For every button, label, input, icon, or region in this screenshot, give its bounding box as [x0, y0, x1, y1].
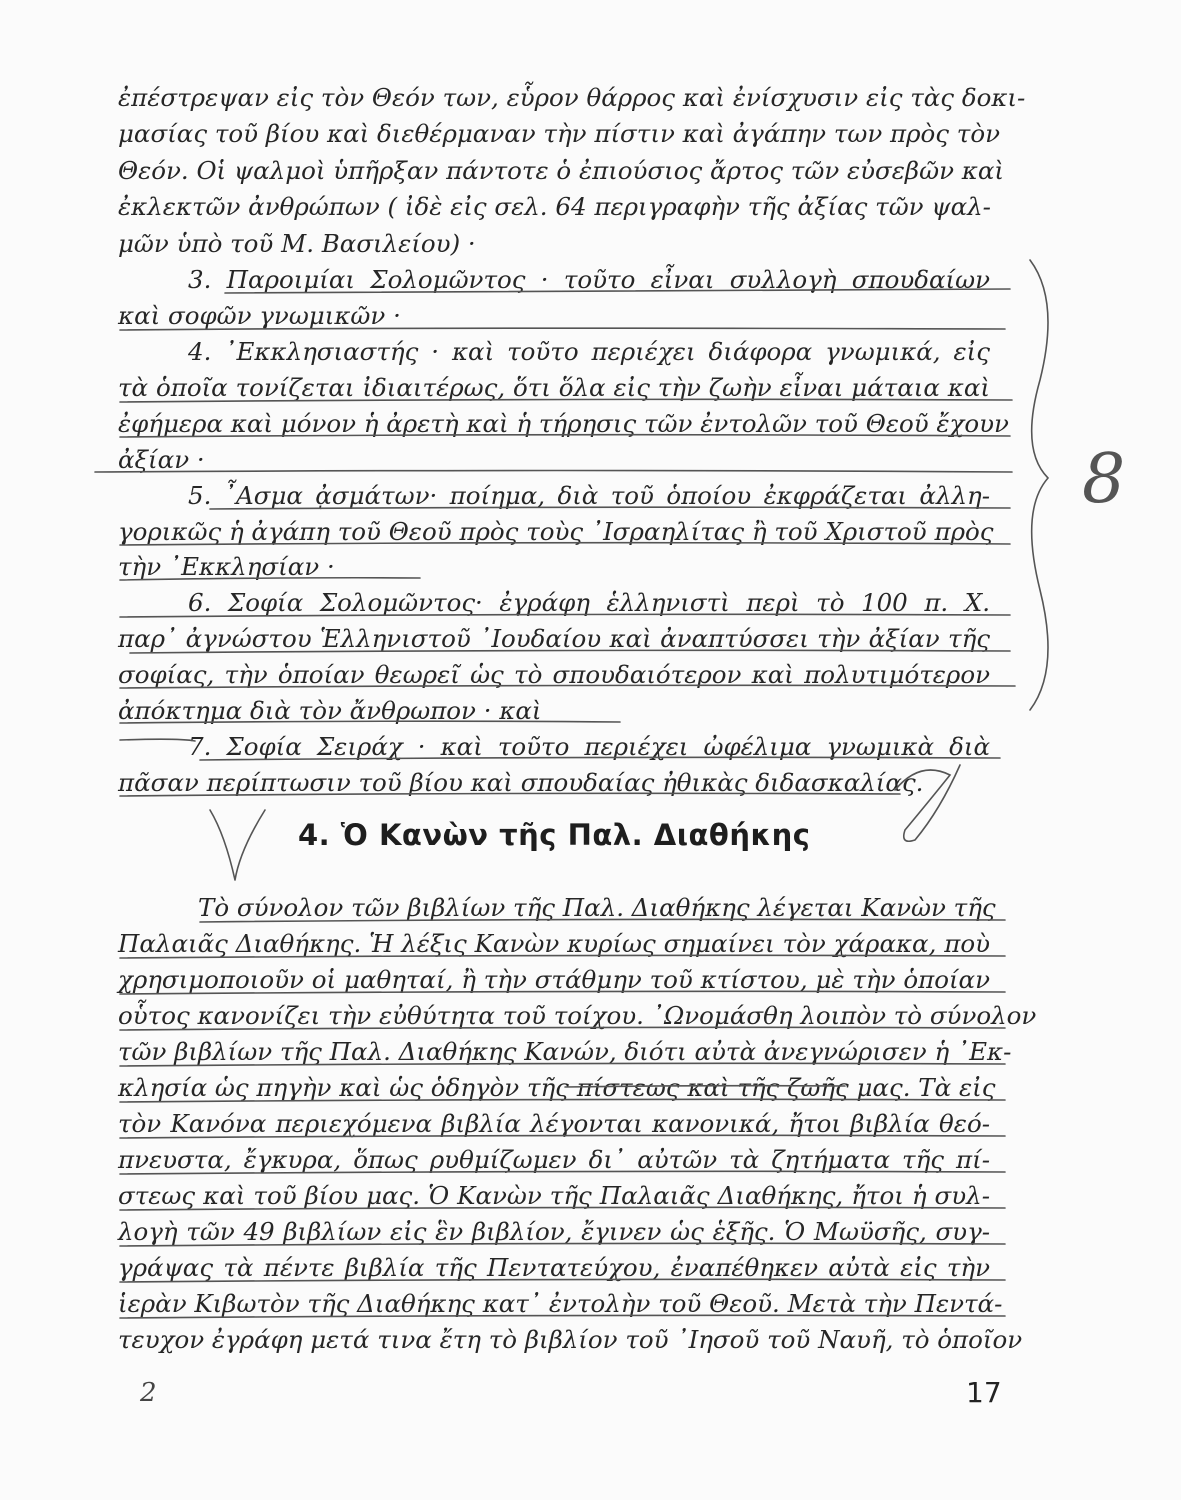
text-line: σοφίας, τὴν ὁποίαν θεωρεῖ ὡς τὸ σπουδαιότερον καὶ πολυτιμότερον: [118, 660, 990, 689]
scribble-mark: [210, 810, 265, 880]
text-line: μασίας τοῦ βίου καὶ διεθέρμαναν τὴν πίστιν καὶ ἀγάπην των πρὸς τὸν: [118, 119, 1000, 148]
text-line: τευχον ἐγράφη μετά τινα ἔτη τὸ βιβλίον τοῦ ᾿Ιησοῦ τοῦ Ναυῆ, τὸ ὁποῖον: [118, 1325, 1023, 1354]
text-line: οὗτος κανονίζει τὴν εὐθύτητα τοῦ τοίχου. ᾿Ωνομάσθη λοιπὸν τὸ σύνολον: [118, 1001, 1037, 1030]
page-number: 17: [966, 1376, 1002, 1409]
signature-number: 2: [140, 1378, 157, 1408]
text-line: Παλαιᾶς Διαθήκης. Ἡ λέξις Κανὼν κυρίως σημαίνει τὸν χάρακα, ποὺ: [118, 929, 990, 958]
text-line: χρησιμοποιοῦν οἱ μαθηταί, ἢ τὴν στάθμην τοῦ κτίστου, μὲ τὴν ὁποίαν: [118, 965, 990, 994]
handwritten-number: 8: [1082, 440, 1126, 519]
text-line: Τὸ σύνολον τῶν βιβλίων τῆς Παλ. Διαθήκης λέγεται Κανὼν τῆς: [198, 893, 996, 922]
text-line: Θεόν. Οἱ ψαλμοὶ ὑπῆρξαν πάντοτε ὁ ἐπιούσιος ἄρτος τῶν εὐσεβῶν καὶ: [118, 156, 1004, 185]
underline-mark: [120, 739, 195, 741]
list-item-5: 5. ῏Ασμα ᾀσμάτων· ποίημα, διὰ τοῦ ὁποίου ἐκφράζεται ἀλλη-: [188, 481, 990, 510]
text-line: ἐκλεκτῶν ἀνθρώπων ( ἰδὲ εἰς σελ. 64 περιγραφὴν τῆς ἀξίας τῶν ψαλ-: [118, 192, 991, 221]
list-item-3: 3. Παροιμίαι Σολομῶντος · τοῦτο εἶναι συλλογὴ σπουδαίων: [188, 265, 990, 294]
text-line: ἐφήμερα καὶ μόνον ἡ ἀρετὴ καὶ ἡ τήρησις τῶν ἐντολῶν τοῦ Θεοῦ ἔχουν: [118, 409, 1009, 438]
text-line: μῶν ὑπὸ τοῦ Μ. Βασιλείου) ·: [118, 229, 476, 258]
text-line: παρ᾿ ἀγνώστου Ἑλληνιστοῦ ᾿Ιουδαίου καὶ ἀναπτύσσει τὴν ἀξίαν τῆς: [118, 624, 990, 653]
text-line: ἀξίαν ·: [118, 445, 205, 474]
list-item-4: 4. ᾿Εκκλησιαστής · καὶ τοῦτο περιέχει διάφορα γνωμικά, εἰς: [188, 337, 990, 366]
text-line: στεως καὶ τοῦ βίου μας. Ὁ Κανὼν τῆς Παλαιᾶς Διαθήκης, ἤτοι ἡ συλ-: [118, 1181, 990, 1210]
text-line: τὸν Κανόνα περιεχόμενα βιβλία λέγονται κανονικά, ἤτοι βιβλία θεό-: [118, 1109, 990, 1138]
text-line: ἐπέστρεψαν εἰς τὸν Θεόν των, εὗρον θάρρος καὶ ἐνίσχυσιν εἰς τὰς δοκι-: [118, 83, 1026, 112]
text-line: γράψας τὰ πέντε βιβλία τῆς Πεντατεύχου, ἐναπέθηκεν αὐτὰ εἰς τὴν: [118, 1253, 990, 1282]
text-line: λογὴ τῶν 49 βιβλίων εἰς ἓν βιβλίον, ἔγινεν ὡς ἑξῆς. Ὁ Μωϋσῆς, συγ-: [118, 1217, 990, 1246]
text-line: καὶ σοφῶν γνωμικῶν ·: [118, 301, 401, 330]
text-line: ἱερὰν Κιβωτὸν τῆς Διαθήκης κατ᾿ ἐντολὴν τοῦ Θεοῦ. Μετὰ τὴν Πεντά-: [118, 1289, 1003, 1318]
text-line: κλησία ὡς πηγὴν καὶ ὡς ὁδηγὸν τῆς πίστεως καὶ τῆς ζωῆς μας. Τὰ εἰς: [118, 1073, 996, 1102]
text-line: γορικῶς ἡ ἀγάπη τοῦ Θεοῦ πρὸς τοὺς ᾿Ισραηλίτας ἢ τοῦ Χριστοῦ πρὸς: [118, 517, 994, 546]
text-line: ἀπόκτημα διὰ τὸν ἄνθρωπον · καὶ: [118, 696, 542, 725]
text-line: πᾶσαν περίπτωσιν τοῦ βίου καὶ σπουδαίας ἠθικὰς διδασκαλίας.: [118, 768, 924, 797]
text-line: τὰ ὁποῖα τονίζεται ἰδιαιτέρως, ὅτι ὅλα εἰς τὴν ζωὴν εἶναι μάταια καὶ: [118, 373, 990, 402]
list-item-7: 7. Σοφία Σειράχ · καὶ τοῦτο περιέχει ὠφέλιμα γνωμικὰ διὰ: [188, 732, 990, 761]
section-heading: 4. Ὁ Κανὼν τῆς Παλ. Διαθήκης: [298, 818, 811, 852]
brace-mark: [1030, 260, 1048, 710]
text-line: τὴν ᾿Εκκλησίαν ·: [118, 552, 335, 581]
text-line: πνευστα, ἔγκυρα, ὅπως ρυθμίζωμεν δι᾿ αὐτῶν τὰ ζητήματα τῆς πί-: [118, 1145, 990, 1174]
list-item-6: 6. Σοφία Σολομῶντος· ἐγράφη ἑλληνιστὶ περὶ τὸ 100 π. Χ.: [188, 588, 990, 617]
text-line: τῶν βιβλίων τῆς Παλ. Διαθήκης Κανών, διότι αὐτὰ ἀνεγνώρισεν ἡ ᾿Εκ-: [118, 1037, 1012, 1066]
